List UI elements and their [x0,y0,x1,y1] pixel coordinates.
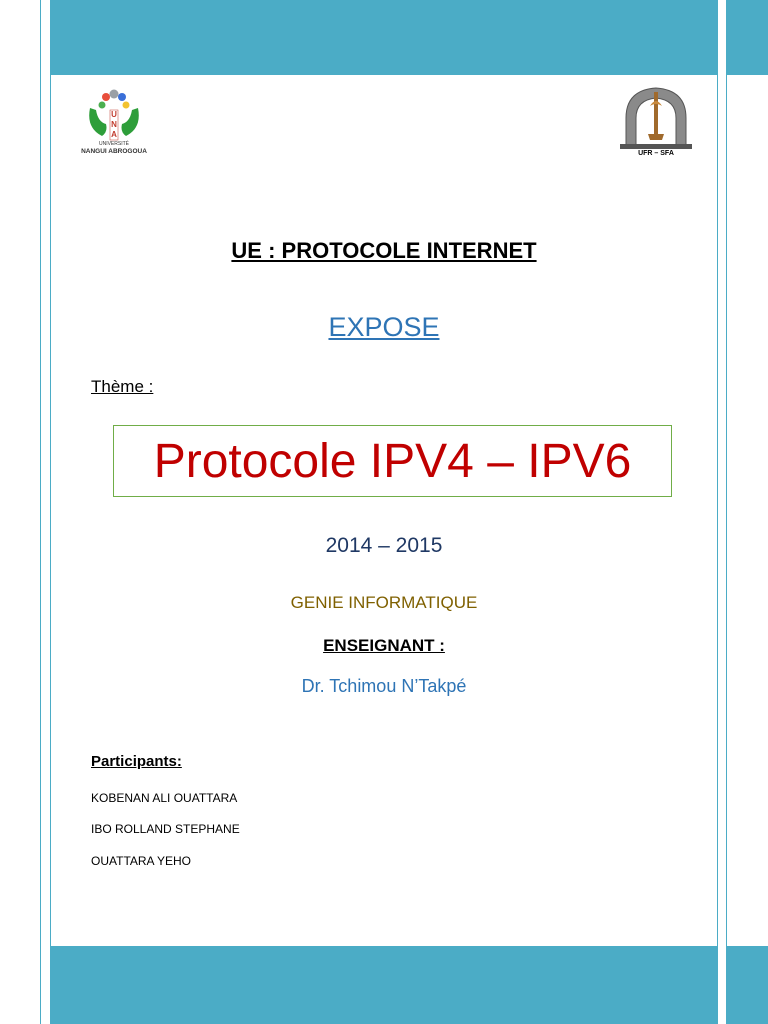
academic-years: 2014 – 2015 [325,534,443,557]
doc-type: EXPOSE [328,312,440,342]
logo-caption: NANGUI ABROGOUA [81,148,147,155]
participant-item: OUATTARA YEHO [91,854,192,868]
logo-letters: UNA [111,110,117,139]
frame-line-right-inner [717,0,718,1024]
main-title: Protocole IPV4 – IPV6 [153,434,632,488]
course-title: UE : PROTOCOLE INTERNET [231,238,537,263]
ufr-logo [620,84,692,164]
top-band [50,0,718,75]
bottom-band [50,946,718,1024]
teacher-name: Dr. Tchimou N’Takpé [301,676,467,696]
frame-line-left-inner [50,0,51,1024]
logo-caption-small: UNIVERSITÉ [98,141,129,147]
participant-item: KOBENAN ALI OUATTARA [91,791,238,805]
bottom-band-right [726,946,768,1024]
arch-emblem-icon [620,84,692,150]
participants-label: Participants: [91,753,182,770]
university-logo [76,88,152,160]
theme-label: Thème : [91,377,154,396]
frame-line-left-outer [40,0,41,1024]
main-title-box [113,425,672,497]
participant-item: IBO ROLLAND STEPHANE [91,822,240,836]
teacher-label: ENSEIGNANT : [323,636,445,655]
top-band-right [726,0,768,75]
frame-line-right-outer [726,0,727,1024]
department: GENIE INFORMATIQUE [290,593,478,612]
ufr-caption: UFR – SFA [638,150,674,157]
